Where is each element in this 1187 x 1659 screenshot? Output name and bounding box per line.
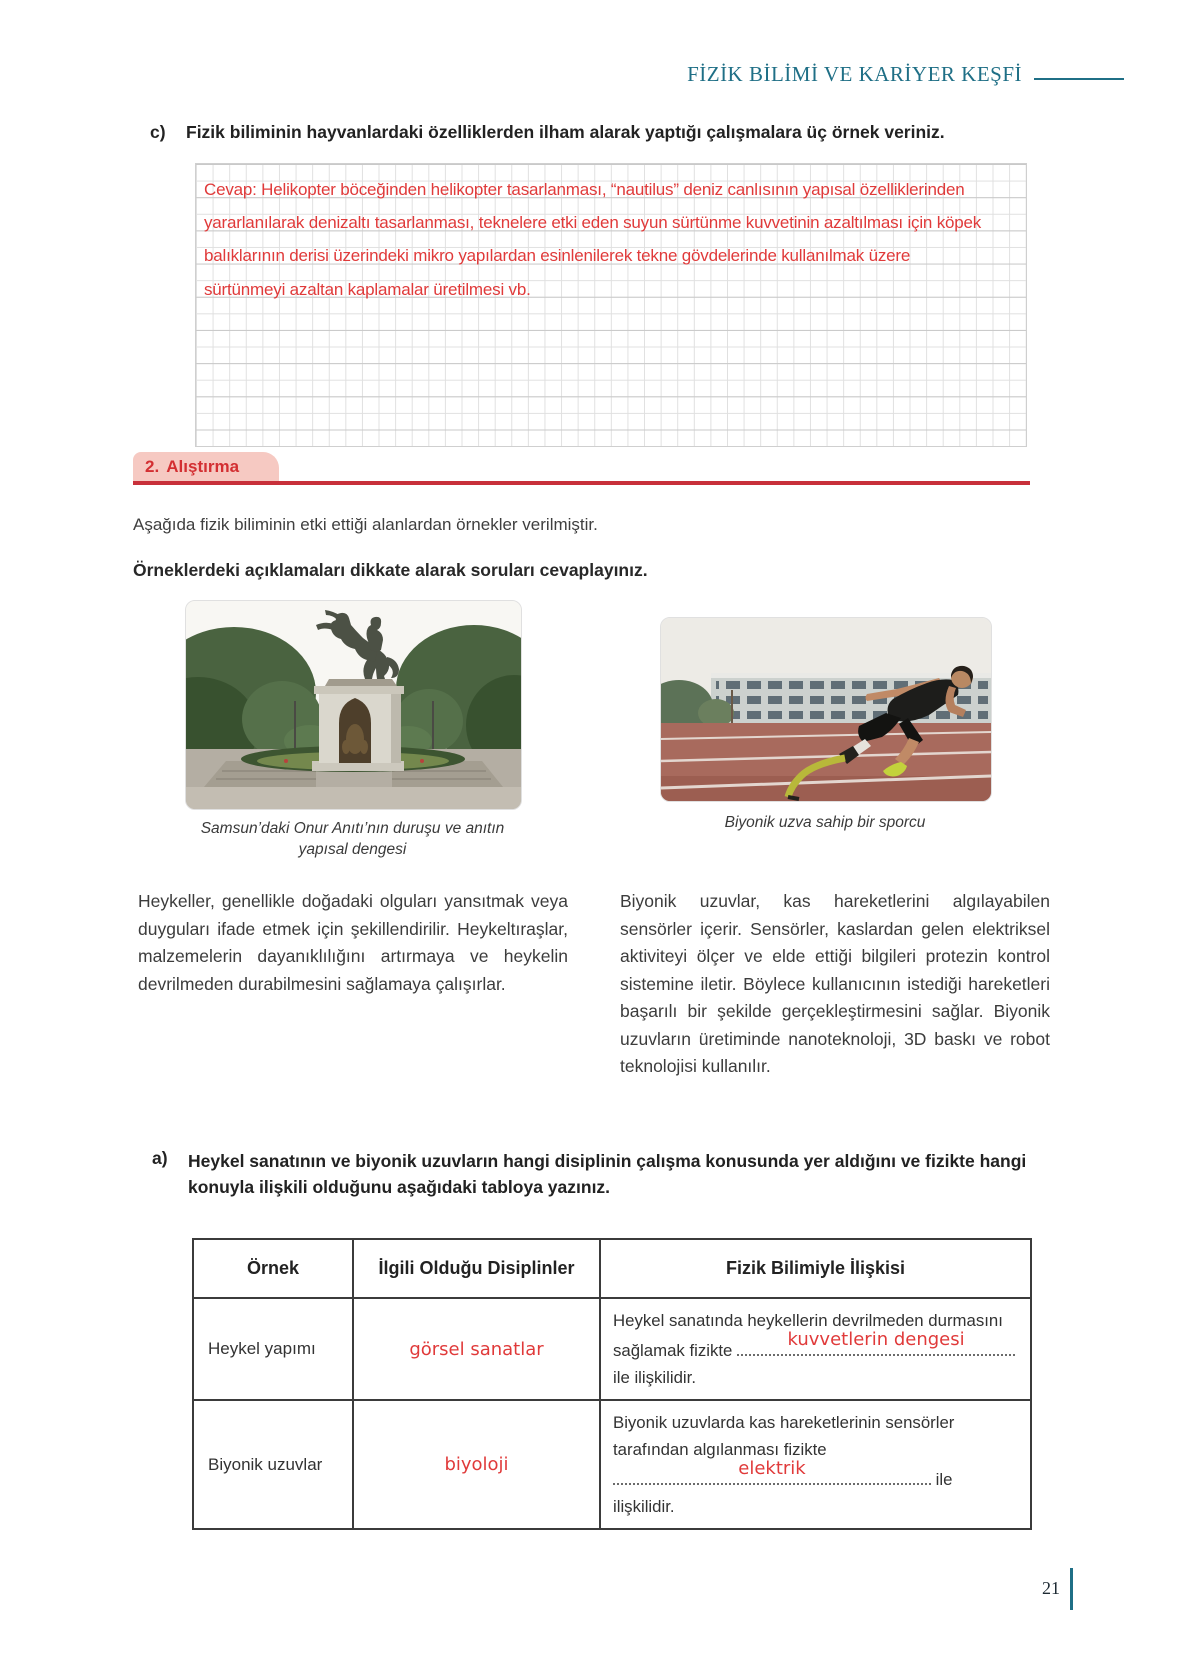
discipline-answer: biyoloji [444,1454,509,1475]
relation-text-before: Heykel sanatında heykellerin devrilmeden durmasını sağlamak fizikte [613,1311,1003,1360]
question-a-label: a) [152,1148,168,1168]
relation-text-before: Biyonik uzuvlarda kas hareketlerinin sensörler tarafından algılanması fizikte [613,1413,955,1459]
table-cell-example: Biyonik uzuvlar [193,1400,353,1529]
fill-in-blank [613,1458,931,1485]
table-header-discipline: İlgili Olduğu Disiplinler [353,1239,600,1298]
chapter-title-rule [1034,78,1124,80]
answer-line: balıklarının derisi üzerindeki mikro yapılardan esinlenilerek tekne gövdelerinde kullanılmak üzere [204,246,911,266]
table-cell-example: Heykel yapımı [193,1298,353,1400]
exercise-intro: Aşağıda fizik biliminin etki ettiği alanlardan örnekler verilmiştir. [133,515,598,534]
table-header-relation: Fizik Bilimiyle İlişkisi [600,1239,1031,1298]
statue-illustration [186,601,521,809]
question-c-prompt: Fizik biliminin hayvanlardaki özelliklerden ilham alarak yaptığı çalışmalara üç örnek veriniz. [186,122,945,142]
exercise-section-rule [133,481,1030,485]
sprinter-illustration [661,618,991,801]
answer-line: yararlanılarak denizaltı tasarlanması, teknelere etki eden suyun sürtünme kuvvetinin azaltılması için köpek [204,213,982,233]
exercise-instruction: Örneklerdeki açıklamaları dikkate alarak soruları cevaplayınız. [133,560,648,580]
relation-text-after: ile ilişkilidir. [613,1368,696,1387]
page-number: 21 [1042,1578,1060,1598]
statue-caption: Samsun’daki Onur Anıtı’nın duruşu ve anıtın yapısal dengesi [200,820,505,858]
table-cell-relation [600,1400,1031,1529]
chapter-title: FİZİK BİLİMİ VE KARİYER KEŞFİ [687,62,1022,86]
table-header-row [193,1239,1031,1298]
exercise-section-tab: 2. Alıştırma [133,452,279,481]
table-cell-discipline [353,1400,600,1529]
question-c-label: c) [150,122,166,142]
sprinter-photo [660,617,992,802]
handwritten-answer [204,173,1022,306]
answer-line: sürtünmeyi azaltan kaplamalar üretilmesi vb. [204,279,531,299]
bionic-paragraph: Biyonik uzuvlar, kas hareketlerini algılayabilen sensörler içerir. Sensörler, kaslardan gelen elektriksel aktiviteyi ölçer ve elde ettiği bilgileri protezin kontrol sistemine iletir. Böylece kullanıcının istediği hareketleri başarılı bir şekilde gerçekleştirmesini sağlar. Biyonik uzuvların üretiminde nanoteknoloji, 3D baskı ve robot teknolojisi kullanılır. [620,891,1050,1076]
relation-text-after: ile ilişkilidir. [613,1470,953,1516]
sprinter-caption: Biyonik uzva sahip bir sporcu [724,814,926,831]
table-row [193,1298,1031,1400]
relation-answer: kuvvetlerin dengesi [787,1329,965,1350]
statue-paragraph: Heykeller, genellikle doğadaki olguları yansıtmak veya duyguları ifade etmek için şekillendirilir. Heykeltıraşlar, malzemelerin dayanıklılığını artırmaya ve heykelin devrilmeden durabilmesini sağlamaya çalışırlar. [138,891,568,994]
statue-photo [185,600,522,810]
table-cell-discipline [353,1298,600,1400]
answer-grid-area [195,163,1027,447]
table-header-example: Örnek [193,1239,353,1298]
answer-line: Cevap: Helikopter böceğinden helikopter tasarlanması, “nautilus” deniz canlısının yapısal özelliklerinden [204,180,965,199]
disciplines-table [192,1238,1032,1530]
table-row [193,1400,1031,1529]
relation-answer: elektrik [738,1458,806,1479]
page-number-rule [1070,1568,1073,1610]
table-cell-relation [600,1298,1031,1400]
fill-in-blank [737,1329,1015,1356]
discipline-answer: görsel sanatlar [409,1338,544,1360]
question-a-prompt: Heykel sanatının ve biyonik uzuvların hangi disiplinin çalışma konusunda yer aldığını ve fizikte hangi konuyla ilişkili olduğunu aşağıdaki tabloya yazınız. [188,1151,1027,1197]
